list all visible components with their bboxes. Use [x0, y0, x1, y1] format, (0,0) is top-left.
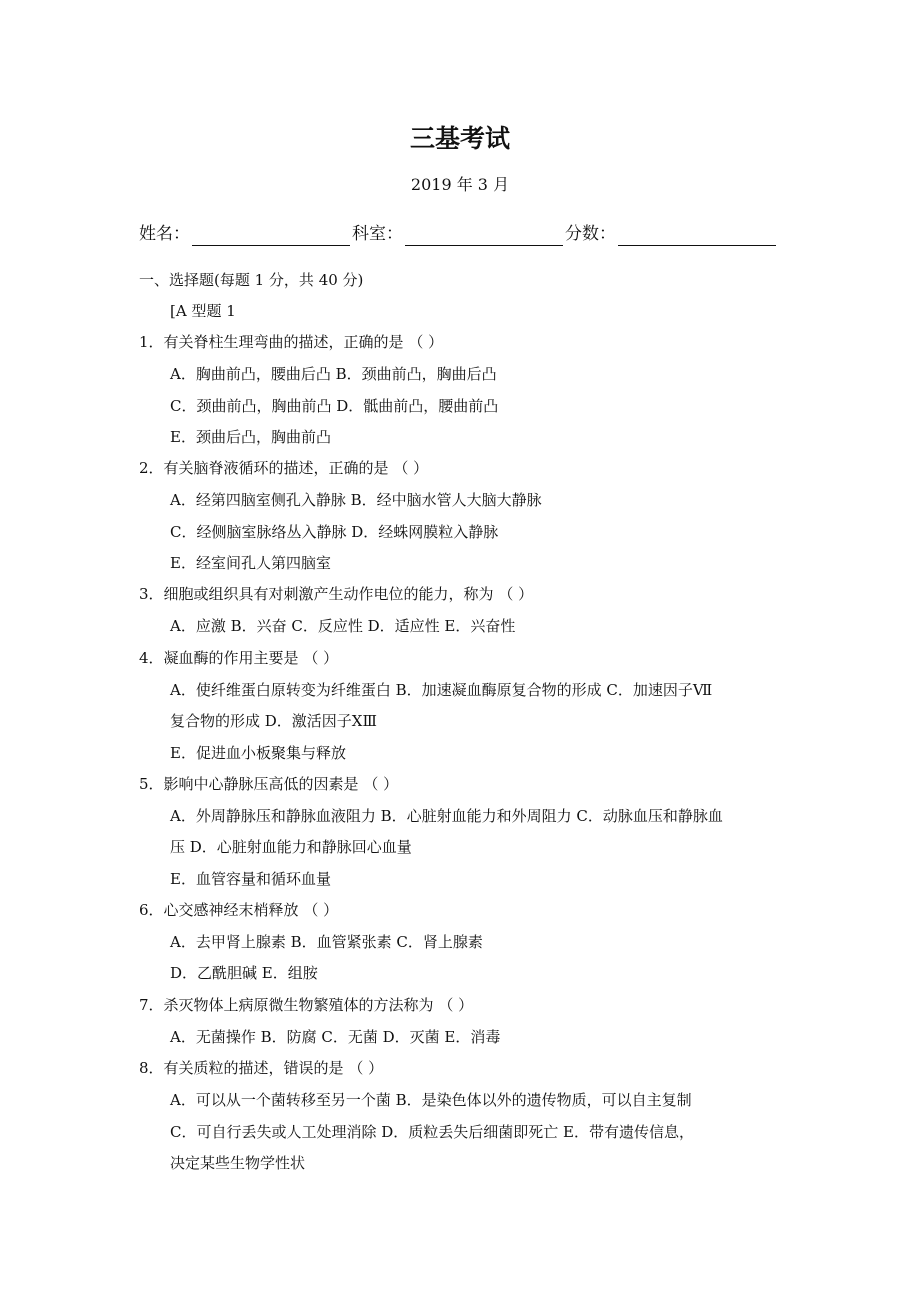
option-line: A．经第四脑室侧孔入静脉 B．经中脑水管人大脑大静脉	[170, 491, 542, 509]
option-line: E．血管容量和循环血量	[170, 870, 331, 888]
page-title: 三基考试	[409, 124, 510, 153]
score-label: 分数：	[565, 224, 616, 244]
question-stem: 7．杀灭物体上病原微生物繁殖体的方法称为 （ ）	[139, 996, 474, 1014]
question-stem: 3．细胞或组织具有对刺激产生动作电位的能力，称为 （ ）	[139, 585, 534, 603]
department-field[interactable]	[405, 227, 563, 246]
question-stem: 8．有关质粒的描述，错误的是 （ ）	[139, 1059, 384, 1077]
question-stem: 1．有关脊柱生理弯曲的描述，正确的是 （ ）	[139, 333, 444, 351]
option-line: C．颈曲前凸，胸曲前凸 D．骶曲前凸，腰曲前凸	[170, 397, 499, 415]
option-line: A．去甲肾上腺素 B．血管紧张素 C．肾上腺素	[170, 933, 483, 951]
option-line: A．无菌操作 B．防腐 C．无菌 D．灭菌 E．消毒	[170, 1028, 501, 1046]
option-line: E．经室间孔人第四脑室	[170, 554, 331, 572]
option-line: C．经侧脑室脉络丛入静脉 D．经蛛网膜粒入静脉	[170, 523, 499, 541]
option-line: A．外周静脉压和静脉血液阻力 B．心脏射血能力和外周阻力 C．动脉血压和静脉血	[170, 807, 723, 825]
option-line: A．可以从一个菌转移至另一个菌 B．是染色体以外的遗传物质，可以自主复制	[170, 1091, 692, 1109]
name-field[interactable]	[192, 227, 350, 246]
question-stem: 4．凝血酶的作用主要是 （ ）	[139, 649, 339, 667]
exam-date: 2019 年 3 月	[410, 175, 510, 194]
option-line: E．促进血小板聚集与释放	[170, 744, 346, 762]
option-line: E．颈曲后凸，胸曲前凸	[170, 428, 331, 446]
score-field[interactable]	[618, 227, 776, 246]
option-line: 决定某些生物学性状	[170, 1154, 306, 1172]
option-line: D．乙酰胆碱 E．组胺	[170, 964, 318, 982]
question-stem: 2．有关脑脊液循环的描述，正确的是 （ ）	[139, 459, 429, 477]
option-line: 压 D．心脏射血能力和静脉回心血量	[170, 838, 412, 856]
option-line: A．应激 B．兴奋 C．反应性 D．适应性 E．兴奋性	[170, 617, 516, 635]
option-line: A．胸曲前凸，腰曲后凸 B．颈曲前凸，胸曲后凸	[170, 365, 497, 383]
student-info-row	[139, 222, 778, 246]
question-stem: 5．影响中心静脉压高低的因素是 （ ）	[139, 775, 399, 793]
department-label: 科室：	[352, 224, 403, 244]
name-label: 姓名：	[139, 224, 190, 244]
section-subheading: [A 型题 1	[170, 302, 236, 320]
option-line: A．使纤维蛋白原转变为纤维蛋白 B．加速凝血酶原复合物的形成 C．加速因子Ⅶ	[170, 681, 713, 699]
option-line: C．可自行丢失或人工处理消除 D．质粒丢失后细菌即死亡 E．带有遗传信息，	[170, 1123, 694, 1141]
option-line: 复合物的形成 D．激活因子ⅩⅢ	[170, 712, 377, 730]
section-heading: 一、选择题(每题 1 分，共 40 分)	[139, 271, 364, 289]
question-stem: 6．心交感神经末梢释放 （ ）	[139, 901, 339, 919]
